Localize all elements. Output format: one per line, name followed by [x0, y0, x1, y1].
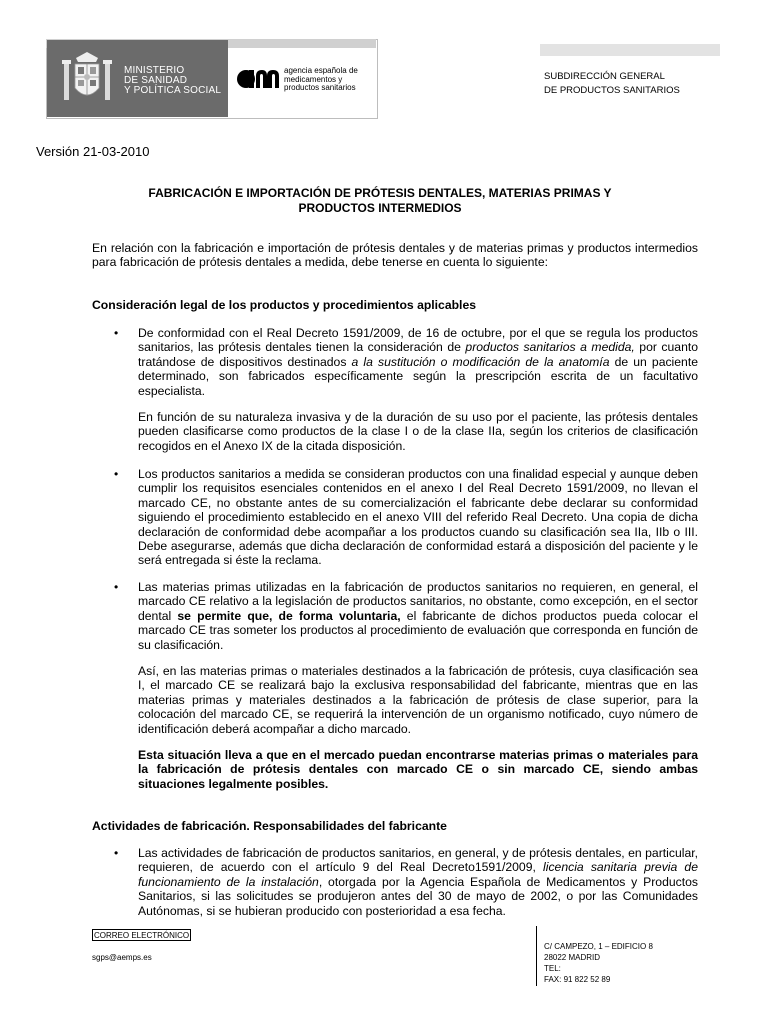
bullet-icon: •	[114, 580, 119, 594]
section-heading-legal: Consideración legal de los productos y procedimientos aplicables	[92, 298, 477, 312]
department-line-2: DE PRODUCTOS SANITARIOS	[544, 85, 680, 96]
text-run: De conformidad con el Real Decreto 1591/2009, de 16 de octubre, por el que se regula los productos sanitarios, las prótesis dentales tienen la consideración de	[138, 326, 698, 355]
bullet-icon: •	[114, 467, 119, 481]
document-version: Versión 21-03-2010	[36, 144, 150, 159]
address-line-1: C/ CAMPEZO, 1 – EDIFICIO 8	[544, 942, 653, 951]
ministry-line-2: DE SANIDAD	[124, 75, 188, 86]
legal-item-1	[138, 326, 698, 398]
bullet-icon: •	[114, 326, 119, 340]
ministry-name	[124, 66, 221, 96]
text-run: Las materias primas utilizadas en la fabricación de productos sanitarios no requieren, en general, el marcado CE relativo a la legislación de productos sanitarios, no obstante, como excepción, en el sector dental	[138, 580, 698, 623]
address-line-2: 28022 MADRID	[544, 953, 601, 962]
legal-item-3	[138, 580, 698, 652]
legal-item-3-paragraph-2: Así, en las materias primas o materiales destinados a la fabricación de prótesis, cuya clasificación sea I, el marcado CE se realizará bajo la exclusiva responsabilidad del fabricante, mientras que en las materias primas y materiales destinados a la fabricación de prótesis de clase superior, para la colocación del marcado CE, se requerirá la intervención de un organismo notificado, cuyo número de identificación deberá acompañar a dicho marcado.	[138, 664, 698, 736]
italic-run: a la sustitución o modificación de la anatomía	[351, 354, 610, 369]
text-run: de un paciente determinado, son fabricados específicamente según la prescripción escrita de un facultativo especialista.	[138, 354, 698, 398]
text-run: el fabricante de dichos productos pueda colocar el marcado CE tras someter los productos al procedimiento de evaluación que corresponda en función de su clasificación.	[138, 608, 699, 652]
address-line-3: TEL:	[544, 964, 561, 973]
legal-item-3-paragraph-3: Esta situación lleva a que en el mercado puedan encontrarse materias primas o materiales para la fabricación de prótesis dentales con marcado CE o sin marcado CE, siendo ambas situaciones legalmente posibles.	[138, 748, 698, 791]
italic-run: productos sanitarios a medida,	[465, 340, 635, 355]
text-run: , otorgada por la Agencia Española de Medicamentos y Productos Sanitarios, si las solicitudes se produjeron antes del 30 de mayo de 2002, o por las Comunidades Autónomas, si se hubieran producido con posterioridad a esa fecha.	[138, 874, 698, 918]
legal-item-2: Los productos sanitarios a medida se consideran productos con una finalidad especial y aunque deben cumplir los requisitos esenciales contenidos en el anexo I del Real Decreto 1591/2009, no llevan el marcado CE, no obstante antes de su comercialización el fabricante debe declarar su conformidad siguiendo el procedimiento establecido en el anexo VIII del referido Real Decreto. Una copia de dicha declaración de conformidad debe acompañar a los productos cuando su clasificación sea IIa, IIb o III. Debe asegurarse, además que dicha declaración de conformidad estará a disposición del paciente y le será entregada si éste la reclama.	[138, 467, 698, 568]
department-name	[544, 70, 680, 98]
postal-address	[544, 941, 653, 985]
agency-line-3: productos sanitarios	[284, 83, 356, 92]
footer-divider	[536, 926, 537, 986]
department-bar	[540, 44, 720, 56]
bullet-icon: •	[114, 846, 119, 860]
agency-name	[284, 67, 358, 93]
text-run: por cuanto tratándose de dispositivos destinados	[138, 340, 699, 369]
bold-run: se permite que, de forma voluntaria,	[177, 608, 401, 623]
manufacturing-item-1	[138, 846, 698, 918]
address-line-4: FAX: 91 822 52 89	[544, 975, 611, 984]
title-line-2: PRODUCTOS INTERMEDIOS	[298, 201, 462, 215]
legal-item-1-paragraph-2: En función de su naturaleza invasiva y de la duración de su uso por el paciente, las prótesis dentales pueden clasificarse como productos de la clase I o de la clase IIa, según los criterios de clasificación recogidos en el Anexo IX de la citada disposición.	[138, 410, 698, 453]
ministry-line-1: MINISTERIO	[124, 65, 185, 76]
agency-logo-icon	[236, 64, 282, 94]
section-heading-manufacturing: Actividades de fabricación. Responsabilidades del fabricante	[92, 819, 447, 833]
text-run: Las actividades de fabricación de productos sanitarios, en general, y de prótesis dentales, en particular, requieren, de acuerdo con el artículo 9 del Real Decreto1591/2009,	[138, 846, 698, 875]
department-line-1: SUBDIRECCIÓN GENERAL	[544, 71, 665, 82]
royal-crest-icon	[58, 50, 116, 108]
italic-run: licencia sanitaria previa de funcionamiento de la instalación	[138, 860, 698, 889]
ministry-line-3: Y POLÍTICA SOCIAL	[124, 85, 222, 96]
agency-line-2: medicamentos y	[284, 74, 343, 84]
title-line-1: FABRICACIÓN E IMPORTACIÓN DE PRÓTESIS DENTALES, MATERIAS PRIMAS Y	[148, 186, 612, 200]
agency-line-1: agencia española de	[284, 66, 358, 75]
email-address: sgps@aemps.es	[92, 953, 152, 962]
email-label: CORREO ELECTRÓNICO	[94, 931, 190, 940]
document-title	[80, 186, 680, 216]
intro-paragraph: En relación con la fabricación e importación de prótesis dentales y de materias primas y productos intermedios para fabricación de prótesis dentales a medida, debe tenerse en cuenta lo siguiente:	[92, 241, 698, 270]
